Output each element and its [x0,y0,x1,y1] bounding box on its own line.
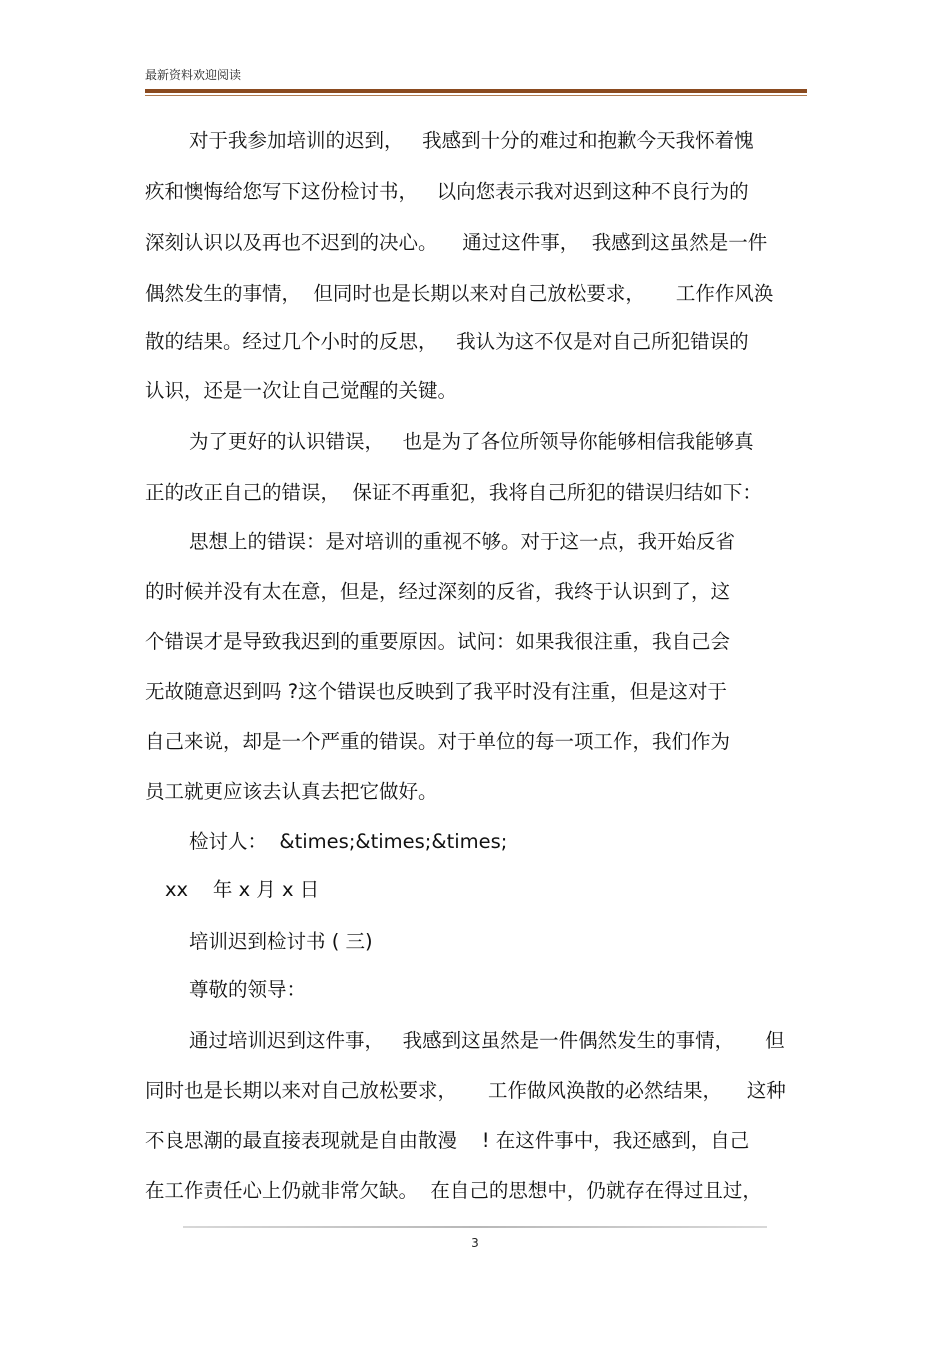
body-line: 个错误才是导致我迟到的重要原因。试问：如果我很注重，我自己会 [145,630,731,653]
body-line: 不良思潮的最直接表现就是自由散漫 ! 在这件事中，我还感到，自己 [145,1129,750,1152]
signatory-line: 检讨人： &times;&times;&times; [189,830,508,853]
header-rule-thin [145,95,807,96]
date-line: xx 年 x 月 x 日 [165,878,320,901]
section-title: 培训迟到检讨书 ( 三) [189,930,373,953]
body-line: 的时候并没有太在意，但是，经过深刻的反省，我终于认识到了，这 [145,580,731,603]
body-line: 正的改正自己的错误， 保证不再重犯，我将自己所犯的错误归结如下： [145,481,762,504]
page-number: 3 [471,1236,479,1250]
body-line: 自己来说，却是一个严重的错误。对于单位的每一项工作，我们作为 [145,730,731,753]
body-line: 深刻认识以及再也不迟到的决心。 通过这件事， 我感到这虽然是一件 [145,231,768,254]
body-line: 对于我参加培训的迟到， 我感到十分的难过和抱歉今天我怀着愧 [189,129,754,152]
footer-rule [183,1226,767,1228]
body-line: 为了更好的认识错误， 也是为了各位所领导你能够相信我能够真 [189,430,754,453]
body-line: 散的结果。经过几个小时的反思， 我认为这不仅是对自己所犯错误的 [145,330,749,353]
body-line: 疚和懊悔给您写下这份检讨书， 以向您表示我对迟到这种不良行为的 [145,180,749,203]
body-line: 无故随意迟到吗 ?这个错误也反映到了我平时没有注重，但是这对于 [145,680,728,703]
body-line: 在工作责任心上仍就非常欠缺。 在自己的思想中，仍就存在得过且过， [145,1179,762,1202]
body-line: 认识，还是一次让自己觉醒的关键。 [145,379,458,402]
body-line: 偶然发生的事情， 但同时也是长期以来对自己放松要求， 工作作风涣 [145,282,774,305]
body-line: 员工就更应该去认真去把它做好。 [145,780,438,803]
salutation: 尊敬的领导： [189,978,307,1001]
body-line: 通过培训迟到这件事， 我感到这虽然是一件偶然发生的事情， 但 [189,1029,785,1052]
body-line: 同时也是长期以来对自己放松要求， 工作做风涣散的必然结果， 这种 [145,1079,786,1102]
body-line: 思想上的错误：是对培训的重视不够。对于这一点，我开始反省 [189,530,736,553]
page-header-text: 最新资料欢迎阅读 [145,68,242,82]
header-rule [145,89,807,93]
